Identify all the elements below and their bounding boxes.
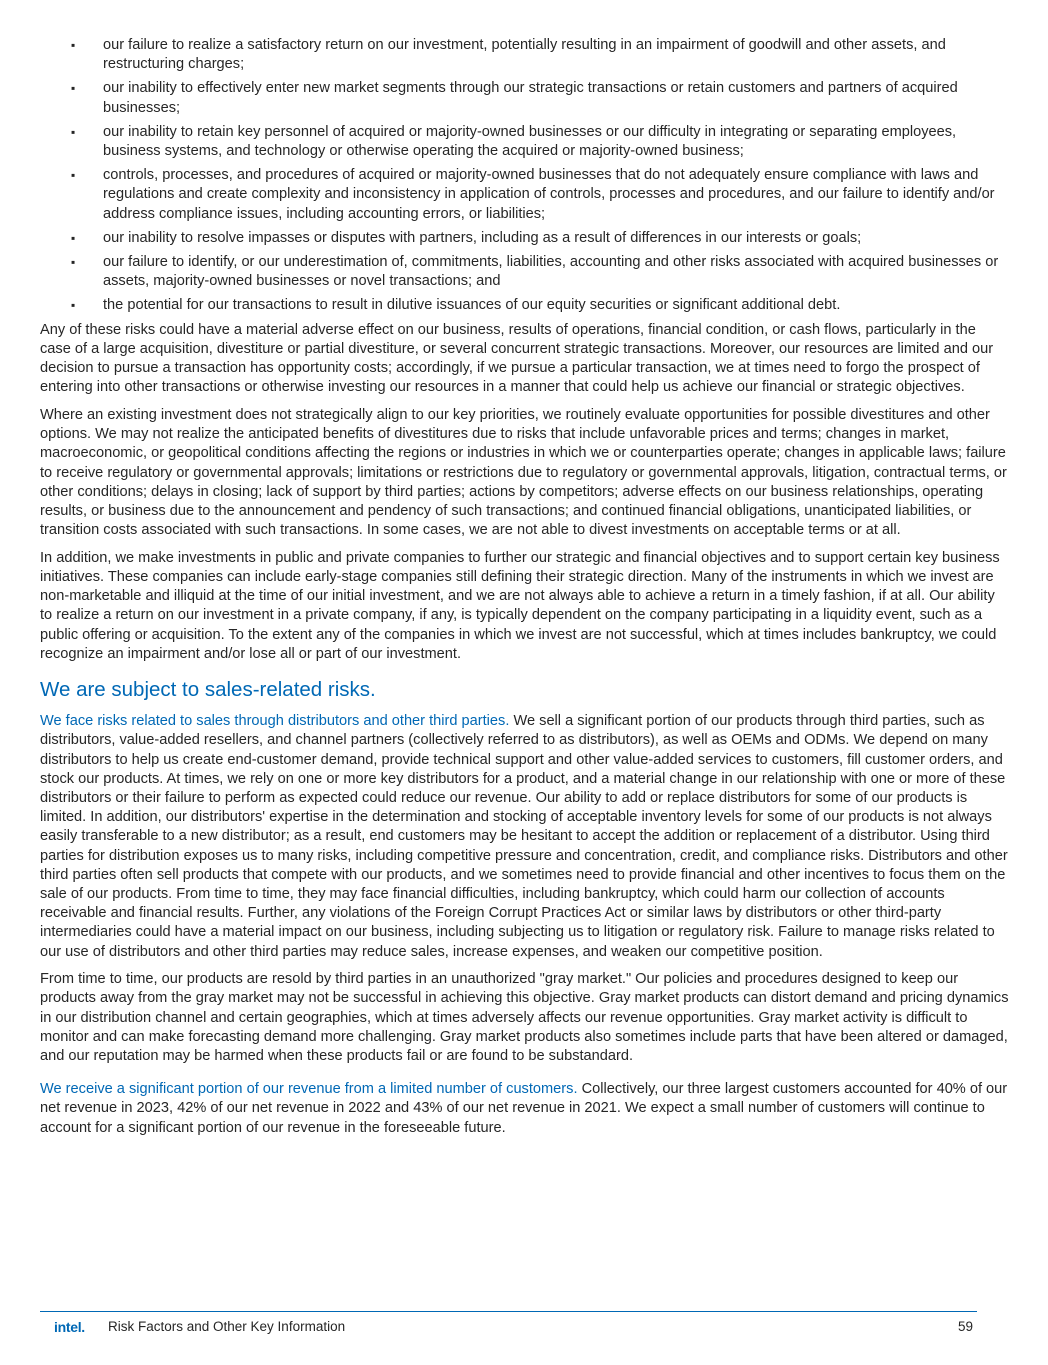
paragraph-distributors — [40, 712, 1010, 962]
bullet-marker: ▪ — [71, 124, 76, 139]
list-item: ▪ the potential for our transactions to result in dilutive issuances of our equity securities or significant additional debt. — [40, 296, 1010, 315]
footer-section-title: Risk Factors and Other Key Information — [108, 1319, 346, 1334]
list-item: ▪ our inability to retain key personnel of acquired or majority-owned businesses or our difficulty in integrating or separating employees, business systems, and technology or otherwise operating the acquired or majority-owned business; — [71, 123, 957, 160]
bullet-marker: ▪ — [71, 230, 76, 245]
section-heading-sales-risks: We are subject to sales-related risks. — [40, 678, 376, 702]
bullet-marker: ▪ — [71, 298, 76, 313]
intel-logo: intel. — [54, 1319, 85, 1335]
page-footer — [40, 1317, 973, 1337]
list-item: ▪ our inability to effectively enter new market segments through our strategic transactions or retain customers and partners of acquired businesses; — [71, 80, 958, 116]
list-item: ▪ our inability to resolve impasses or disputes with partners, including as a result of differences in our interests or goals; — [40, 229, 1010, 248]
paragraph-divestitures: Where an existing investment does not strategically align to our key priorities, we routinely evaluate opportunities for possible divestitures and other options. We may not realize the anticipated benefits of divestitures due to risks that include unfavorable prices and terms; changes in market, macroeconomic, or geopolitical conditions affecting the regions or industries in which we or counterparties operate; changes in applicable laws; failure to receive regulatory or governmental approvals; limitations or restrictions due to regulatory or governmental approvals, litigation, contractual terms, or other conditions; delays in closing; lack of support by third parties; actions by competitors; adverse effects on our business relationships, operating results, or business due to the announcement and pendency of such transactions; and continued financial obligations, unanticipated liabilities, or transition costs associated with such transactions. In some cases, we are not able to divest investments on acceptable terms or at all. — [40, 406, 1007, 539]
paragraph-lead-customers: We receive a significant portion of our revenue from a limited number of customers. — [40, 1081, 578, 1098]
page-content — [40, 36, 1010, 1146]
page-number: 59 — [957, 1319, 973, 1334]
bullet-marker: ▪ — [71, 168, 76, 183]
paragraph-body-distributors: We sell a significant portion of our products through third parties, such as distributors, value-added resellers, and channel partners (collectively referred to as distributors), as well as OEMs and ODMs. We depend on many distributors to help us create end-customer demand, provide technical support and other value-added services to customers, fill customer orders, and stock our products. At times, we rely on one or more key distributors for a product, and a material change in our relationship with one or more of these distributors or their failure to perform as expected could reduce our revenue. Our ability to add or replace distributors for some of our products is limited. In addition, our distributors' expertise in the determination and stocking of acceptable inventory levels for some of our products is not always easily transferable to a new distributor; as a result, end customers may be hesitant to accept the addition or replacement of a distributor. Using third parties for distribution exposes us to many risks, including competitive pressure and concentration, credit, and compliance risks. Distributors and other third parties often sell products that compete with our products, and we sometimes need to provide financial and other incentives to focus them on the sale of our products. From time to time, they may face financial difficulties, including bankruptcy, which could harm our collection of accounts receivable and financial results. Further, any violations of the Foreign Corrupt Practices Act or similar laws by distributors or other third-party intermediaries could have a material impact on our business, including subjecting us to litigation or regulatory risk. Failure to manage risks related to our use of distributors and other third parties may reduce sales, increase expenses, and weaken our competitive position. — [40, 713, 1008, 960]
paragraph-material-adverse-effect: Any of these risks could have a material adverse effect on our business, results of operations, financial condition, or cash flows, particularly in the case of a large acquisition, divestiture or partial divestiture, or several concurrent strategic transactions. Moreover, our resources are limited and our decision to pursue a transaction has opportunity costs; accordingly, if we pursue a particular transaction, we at times need to forgo the prospect of entering into other transactions or otherwise investing our resources in a manner that could help us achieve our financial or strategic objectives. — [40, 321, 994, 396]
paragraph-customers — [40, 1080, 1010, 1138]
paragraph-investments: In addition, we make investments in public and private companies to further our strategic and financial objectives and to support certain key business initiatives. These companies can include early-stage companies still defining their strategic direction. Many of the instruments in which we invest are non-marketable and illiquid at the time of our initial investment, and we are not always able to achieve a return in a timely fashion, if at all. Our ability to realize a return on our investment in a private company, if any, is typically dependent on the company participating in a liquidity event, such as a public offering or acquisition. To the extent any of the companies in which we invest are not successful, which at times includes bankruptcy, we could recognize an impairment and/or lose all or part of our investment. — [40, 549, 1000, 662]
bullet-marker: ▪ — [71, 255, 76, 270]
paragraph-lead-distributors: We face risks related to sales through distributors and other third parties. — [40, 713, 510, 730]
risk-bullet-list — [40, 36, 1010, 316]
paragraph-body-customers: Collectively, our three largest customers accounted for 40% of our net revenue in 2023, 42% of our net revenue in 2022 and 43% of our net revenue in 2021. We expect a small number of customers will continue to account for a significant portion of our revenue in the foreseeable future. — [40, 1081, 1008, 1136]
paragraph-gray-market: From time to time, our products are resold by third parties in an unauthorized "gray market." Our policies and procedures designed to keep our products away from the gray market may not be successful in achieving this objective. Gray market products can distort demand and pricing dynamics in our distribution channel and certain geographies, which at times adversely affects our revenue opportunities. Gray market activity is difficult to monitor and can make forecasting demand more challenging. Gray market products also sometimes include parts that have been altered or damaged, and our reputation may be harmed when these products fail or are found to be substandard. — [40, 971, 1009, 1065]
bullet-marker: ▪ — [71, 81, 76, 96]
list-item: ▪ our failure to identify, or our underestimation of, commitments, liabilities, accounting and other risks associated with acquired businesses or assets, majority-owned businesses or novel transactions; and — [71, 254, 999, 290]
bullet-marker: ▪ — [71, 38, 76, 52]
list-item: ▪ controls, processes, and procedures of acquired or majority-owned businesses that do not adequately ensure compliance with laws and regulations and create complexity and inconsistency in application of controls, processes and procedures, and our failure to identify and/or address compliance issues, including accounting errors, or liabilities; — [71, 167, 995, 222]
footer-divider — [40, 1311, 977, 1312]
list-item: ▪ our failure to realize a satisfactory return on our investment, potentially resulting in an impairment of goodwill and other assets, and restructuring charges; — [71, 37, 946, 73]
